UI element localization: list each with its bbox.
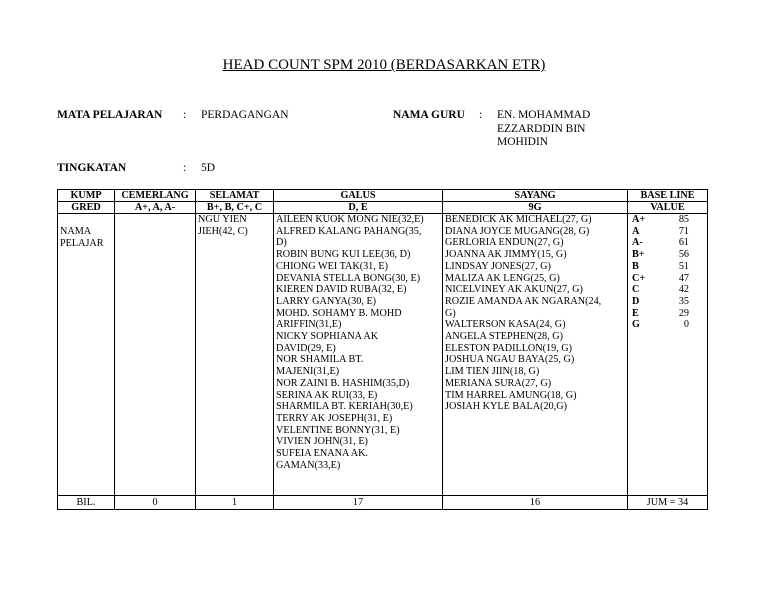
header-gred: GRED — [58, 202, 115, 214]
nama-guru-line: EN. MOHAMMAD — [497, 109, 591, 121]
baseline-table — [630, 214, 705, 331]
mata-pelajaran-sep: : — [183, 109, 187, 121]
header-grades-sayang: 9G — [443, 202, 628, 214]
tingkatan-label: TINGKATAN — [57, 162, 127, 174]
baseline-values — [658, 214, 705, 331]
header-grades-galus: D, E — [274, 202, 443, 214]
cemerlang-list — [115, 214, 196, 496]
header-sayang: SAYANG — [443, 190, 628, 202]
bil-jum: JUM = 34 — [628, 496, 708, 510]
selamat-list — [196, 214, 274, 496]
list-item: ROZIE AMANDA AK NGARAN(24, — [445, 295, 602, 307]
list-item: NOR SHAMILA BT. — [276, 354, 364, 366]
baseline-grade: B+ — [632, 249, 645, 261]
list-item: ELESTON PADILLON(19, G) — [445, 342, 573, 354]
row-label-line: PELAJAR — [60, 237, 104, 249]
row-label-line: NAMA — [60, 226, 92, 237]
list-item: MERIANA SURA(27, G) — [445, 377, 552, 389]
nama-guru-label: NAMA GURU — [393, 109, 465, 121]
header-value: VALUE — [628, 202, 708, 214]
list-item: JOSHUA NGAU BAYA(25, G) — [445, 354, 575, 366]
baseline-grade: B — [632, 260, 639, 272]
nama-guru-line: EZZARDDIN BIN — [497, 122, 586, 135]
header-grades-cemerlang: A+, A, A- — [115, 202, 196, 214]
list-item: ANGELA STEPHEN(28, G) — [445, 331, 563, 343]
list-item: VIVIEN JOHN(31, E) — [276, 436, 368, 448]
galus-list — [274, 214, 443, 496]
list-item: TERRY AK JOSEPH(31, E) — [276, 412, 393, 424]
list-item: ARIFFIN(31,E) — [276, 319, 342, 331]
mata-pelajaran-label: MATA PELAJARAN — [57, 109, 163, 121]
bil-cemerlang: 0 — [115, 496, 196, 510]
bil-selamat: 1 — [196, 496, 274, 510]
baseline-grade: D — [632, 295, 640, 307]
nama-guru-sep: : — [479, 109, 483, 121]
list-item: ROBIN BUNG KUI LEE(36, D) — [276, 249, 411, 261]
baseline-value: 47 — [678, 272, 689, 284]
bil-galus: 17 — [274, 496, 443, 510]
bil-label: BIL. — [58, 496, 115, 510]
baseline-grade: C — [632, 284, 640, 296]
list-item: NICELVINEY AK AKUN(27, G) — [445, 284, 583, 296]
list-item: LINDSAY JONES(27, G) — [445, 260, 551, 272]
bil-sayang: 16 — [443, 496, 628, 510]
list-item: CHIONG WEI TAK(31, E) — [276, 260, 388, 272]
nama-guru-line: MOHIDIN — [497, 136, 549, 148]
list-item: DAVID(29, E) — [276, 342, 336, 354]
list-item: NGU YIEN — [198, 214, 247, 225]
list-item: AILEEN KUOK MONG NIE(32,E) — [276, 214, 424, 225]
list-item: WALTERSON KASA(24, G) — [445, 319, 566, 331]
baseline-grade: A- — [632, 237, 643, 249]
sayang-list — [443, 214, 628, 496]
list-item: TIM HARREL AMUNG(18, G) — [445, 389, 577, 401]
list-item: JOSIAH KYLE BALA(20,G) — [445, 401, 567, 413]
bil-row — [58, 496, 708, 510]
tingkatan-sep: : — [183, 162, 187, 174]
baseline-grade: A+ — [632, 214, 646, 225]
list-item: GERLORIA ENDUN(27, G) — [445, 237, 564, 249]
baseline-grade: E — [632, 307, 639, 319]
baseline-value: 56 — [678, 249, 689, 261]
list-item: SERINA AK RUI(33, E) — [276, 389, 378, 401]
baseline-grades — [632, 214, 658, 331]
baseline-value: 85 — [678, 214, 689, 225]
list-item: DIANA JOYCE MUGANG(28, G) — [445, 225, 590, 237]
list-item: VELENTINE BONNY(31, E) — [276, 424, 400, 436]
header-selamat: SELAMAT — [196, 190, 274, 202]
list-item: MAJENI(31,E) — [276, 366, 340, 378]
row-label-cell — [58, 214, 115, 496]
list-item: JIEH(42, C) — [198, 225, 248, 237]
baseline-value: 51 — [678, 260, 689, 272]
header-base-line: BASE LINE — [628, 190, 708, 202]
list-item: MOHD. SOHAMY B. MOHD — [276, 307, 402, 319]
list-item: NICKY SOPHIANA AK — [276, 331, 379, 343]
baseline-value: 0 — [683, 319, 689, 331]
list-item: KIEREN DAVID RUBA(32, E) — [276, 284, 407, 296]
tingkatan-value: 5D — [201, 162, 216, 174]
list-item: SHARMILA BT. KERIAH(30,E) — [276, 401, 413, 413]
baseline-value: 29 — [678, 307, 689, 319]
head-count-table — [57, 189, 708, 510]
baseline-cell — [628, 214, 708, 496]
header-galus: GALUS — [274, 190, 443, 202]
list-item: GAMAN(33,E) — [276, 459, 341, 471]
baseline-value: 35 — [678, 295, 689, 307]
list-item: SUFEIA ENANA AK. — [276, 448, 368, 460]
baseline-grade: A — [632, 225, 640, 237]
header-cemerlang: CEMERLANG — [115, 190, 196, 202]
nama-guru-value — [497, 109, 590, 150]
header-row-1 — [58, 190, 708, 202]
header-grades-selamat: B+, B, C+, C — [196, 202, 274, 214]
list-item: G) — [445, 307, 456, 319]
list-item: NOR ZAINI B. HASHIM(35,D) — [276, 377, 410, 389]
list-item: DEVANIA STELLA BONG(30, E) — [276, 272, 421, 284]
baseline-value: 42 — [678, 284, 689, 296]
student-row — [58, 214, 708, 496]
list-item: D) — [276, 237, 287, 249]
list-item: LIM TIEN JIIN(18, G) — [445, 366, 540, 378]
header-row-2 — [58, 202, 708, 214]
mata-pelajaran-value: PERDAGANGAN — [201, 109, 289, 121]
list-item: LARRY GANYA(30, E) — [276, 295, 377, 307]
list-item: JOANNA AK JIMMY(15, G) — [445, 249, 567, 261]
list-item: BENEDICK AK MICHAEL(27, G) — [445, 214, 592, 225]
baseline-grade: G — [632, 319, 640, 331]
baseline-grade: C+ — [632, 272, 646, 284]
list-item: ALFRED KALANG PAHANG(35, — [276, 225, 422, 237]
baseline-value: 71 — [678, 225, 689, 237]
page-title: HEAD COUNT SPM 2010 (BERDASARKAN ETR) — [222, 57, 546, 73]
header-kump: KUMP — [58, 190, 115, 202]
list-item: MALIZA AK LENG(25, G) — [445, 272, 560, 284]
baseline-value: 61 — [678, 237, 689, 249]
